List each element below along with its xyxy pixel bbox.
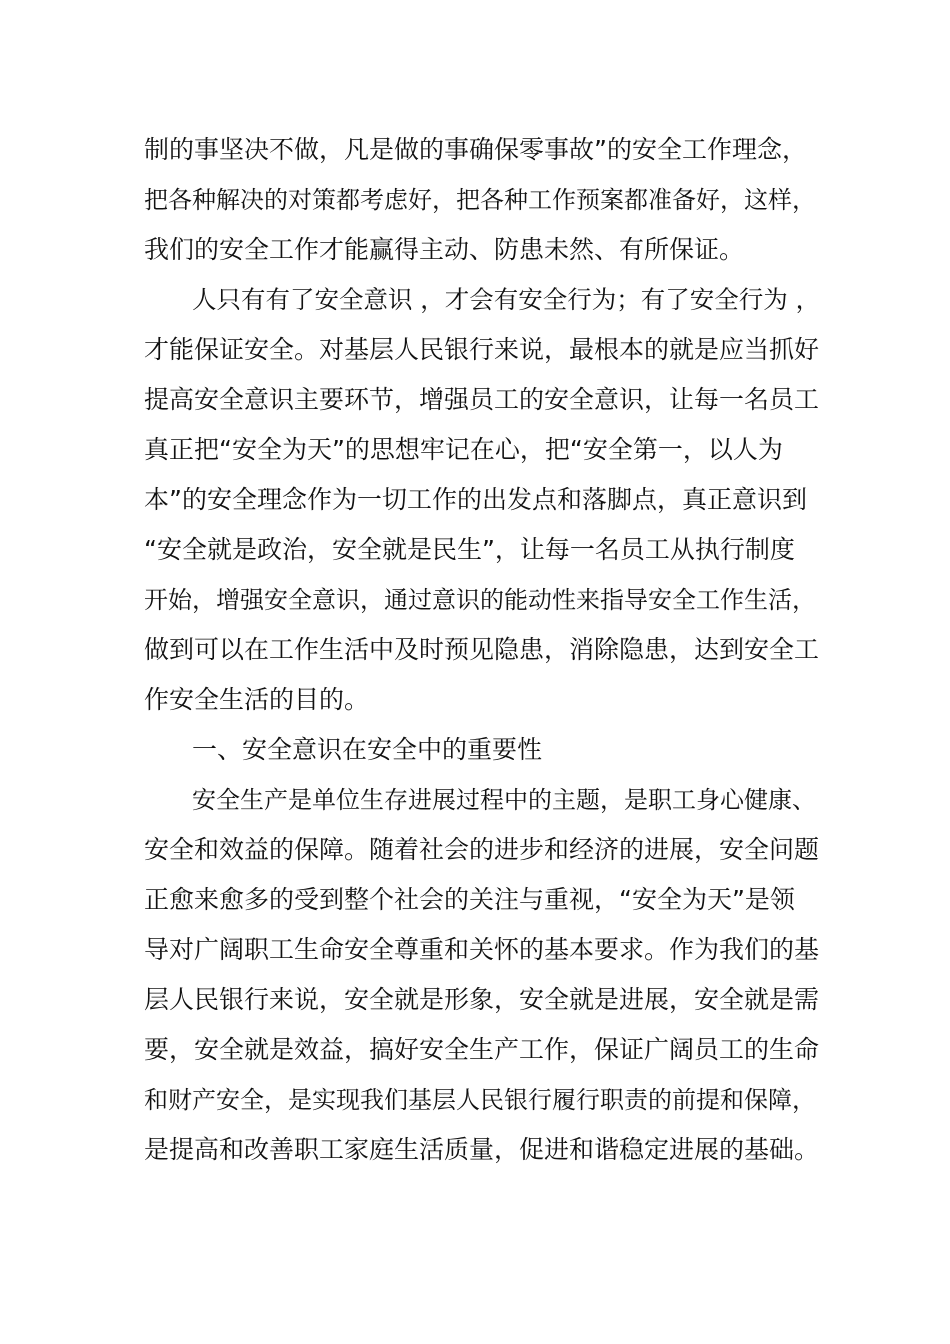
text-line: 本”的安全理念作为一切工作的出发点和落脚点，真正意识到	[144, 485, 807, 514]
text-line: 制的事坚决不做，凡是做的事确保零事故”的安全工作理念，	[144, 135, 807, 164]
text-line: 安全和效益的保障。随着社会的进步和经济的进展，安全问题	[144, 835, 820, 864]
text-line: 正愈来愈多的受到整个社会的关注与重视，“安全为天”是领	[144, 885, 795, 914]
text-line: 提高安全意识主要环节，增强员工的安全意识，让每一名员工	[144, 385, 820, 414]
text-line: 人只有有了安全意识 ，才会有安全行为；有了安全行为 ，	[192, 285, 821, 314]
text-line: “安全就是政治，安全就是民生”，让每一名员工从执行制度	[144, 535, 795, 564]
section-heading: 一、安全意识在安全中的重要性	[192, 735, 543, 764]
text-line: 导对广阔职工生命安全尊重和关怀的基本要求。作为我们的基	[144, 935, 820, 964]
text-line: 开始，增强安全意识，通过意识的能动性来指导安全工作生活，	[144, 586, 816, 614]
text-line: 才能保证安全。对基层人民银行来说，最根本的就是应当抓好	[144, 335, 820, 364]
text-line: 和财产安全，是实现我们基层人民银行履行职责的前提和保障，	[144, 1086, 816, 1114]
text-line: 层人民银行来说，安全就是形象，安全就是进展，安全就是需	[144, 985, 820, 1014]
text-line: 是提高和改善职工家庭生活质量，促进和谐稳定进展的基础。	[144, 1135, 820, 1164]
text-line: 安全生产是单位生存进展过程中的主题，是职工身心健康、	[192, 786, 816, 814]
text-line: 做到可以在工作生活中及时预见隐患，消除隐患，达到安全工	[144, 635, 820, 664]
text-line: 我们的安全工作才能赢得主动、防患未然、有所保证。	[144, 235, 745, 264]
text-line: 作安全生活的目的。	[144, 685, 370, 714]
text-line: 要，安全就是效益，搞好安全生产工作，保证广阔员工的生命	[144, 1035, 820, 1064]
text-line: 真正把“安全为天”的思想牢记在心，把“安全第一，以人为	[144, 435, 783, 464]
text-line: 把各种解决的对策都考虑好，把各种工作预案都准备好，这样，	[144, 186, 816, 214]
